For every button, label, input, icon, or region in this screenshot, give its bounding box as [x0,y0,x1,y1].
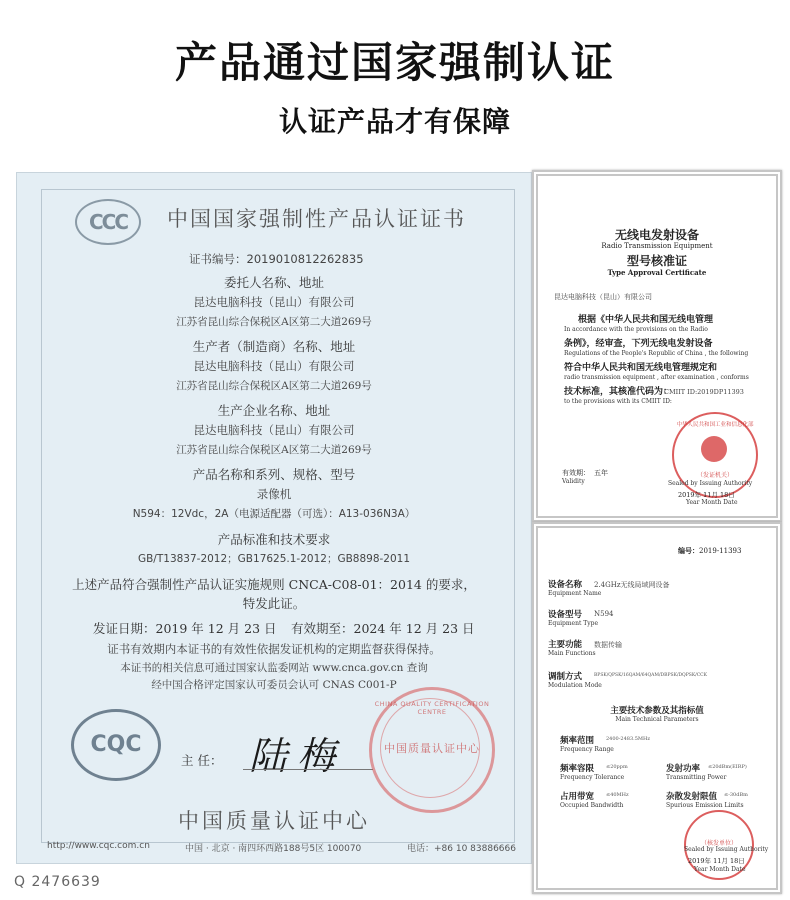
client-address: 江苏省昆山综合保税区A区第二大道269号 [176,316,372,328]
ep-name-en: Equipment Name [548,590,602,597]
ep-name-value: 2.4GHz无线局域网设备 [594,581,670,589]
product-spec: N594：12Vdc，2A（电源适配器（可选）：A13-036N3A） [132,508,416,520]
client-name: 昆达电脑科技（昆山）有限公司 [193,295,355,309]
ta-para-cn-1: 根据《中华人民共和国无线电管理 [578,315,714,325]
ep-modulation-en: Modulation Mode [548,682,602,689]
client-heading: 委托人名称、地址 [223,275,324,290]
ep-type-en: Equipment Type [548,620,599,627]
standards-heading: 产品标准和技术要求 [217,532,331,547]
ep-modulation-label: 调制方式 [548,672,583,682]
ta-para-cn-4: 技术标准，其核准代码为： [564,387,673,397]
factory-address: 江苏省昆山综合保税区A区第二大道269号 [176,444,372,456]
issuing-center-name: 中国质量认证中心 [178,809,370,833]
conformity-line-1: 上述产品符合强制性产品认证实施规则 CNCA-C08-01：2014 的要求， [72,577,476,592]
director-signature: 陆梅 [249,734,346,778]
ep-freq-range-value: 2400-2483.5MHz [606,736,651,742]
ta-para-en-2: Regulations of the People's Republic of China , the following [564,350,749,357]
ta-para-en-1: In accordance with the provisions on the Radio [564,326,708,333]
certificate-title: 中国国家强制性产品认证证书 [167,207,466,231]
ep-functions-en: Main Functions [548,650,596,657]
certificate-number: 证书编号：2019010812262835 [189,252,364,266]
ccc-logo: CCC [75,199,141,245]
government-seal-stamp: 中华人民共和国工业和信息化部 （发证机关） [672,412,758,498]
national-emblem-icon [701,436,727,462]
cqc-seal-stamp: CHINA QUALITY CERTIFICATION CENTRE 中国质量认证中心 [369,687,495,813]
ta-company: 昆达电脑科技（昆山）有限公司 [554,293,652,301]
ep-params-heading-en: Main Technical Parameters [615,716,699,723]
conformity-line-2: 特发此证。 [242,596,306,611]
ta-title-en: Radio Transmission Equipment [601,242,713,250]
ep-freq-tol-value: ≤20ppm [606,764,628,770]
ta-sealed-by: Sealed by Issuing Authority [668,480,753,487]
factory-heading: 生产企业名称、地址 [217,403,331,418]
ep-date-en: Year Month Date [694,866,746,873]
cqc-website: http://www.cqc.com.cn [47,841,150,851]
cqc-phone: 电话：+86 10 83886666 [407,844,516,854]
issue-date: 发证日期：2019 年 12 月 23 日 [93,621,277,636]
ep-bandwidth-en: Occupied Bandwidth [560,802,624,809]
ta-para-en-3: radio transmission equipment , after examination , conforms [564,374,749,381]
director-label: 主 任： [181,753,223,768]
ep-spurious-label: 杂散发射限值 [666,792,718,802]
ta-subtitle-cn: 型号核准证 [626,254,687,268]
ep-spurious-value: ≤-30dBm [724,792,748,798]
ta-date-en: Year Month Date [686,499,738,506]
signature-line [243,769,373,770]
serial-number: Q 2476639 [14,874,101,890]
ep-freq-range-label: 频率范围 [560,736,595,746]
expiry-date: 有效期至：2024 年 12 月 23 日 [291,621,475,636]
validity-note: 证书有效期内本证书的有效性依据发证机构的定期监督获得保持。 [107,642,441,656]
ta-date: 2019年 11月 18日 [678,491,735,499]
ta-validity-label: 有效期： 五年 [562,469,608,477]
ep-number: 编号：2019-11393 [678,546,742,555]
ep-spurious-en: Spurious Emission Limits [666,802,744,809]
page-title: 产品通过国家强制认证 [174,38,615,87]
ep-freq-range-en: Frequency Range [560,746,614,753]
ccc-certificate [16,172,532,864]
ep-functions-label: 主要功能 [548,640,583,650]
ta-title-cn: 无线电发射设备 [614,228,699,242]
ta-para-cn-3: 符合中华人民共和国无线电管理规定和 [564,363,718,373]
factory-name: 昆达电脑科技（昆山）有限公司 [193,423,355,437]
cqc-address: 中国 · 北京 · 南四环西路188号5区 100070 [185,844,362,854]
ep-sealed-by: Sealed by Issuing Authority [684,846,769,853]
ep-functions-value: 数据传输 [594,641,622,649]
ta-subtitle-en: Type Approval Certificate [607,268,707,277]
ep-name-label: 设备名称 [548,580,583,590]
ep-type-label: 设备型号 [548,610,583,620]
ep-modulation-value: BPSK/QPSK/16QAM/64QAM/DBPSK/DQPSK/CCK [594,673,707,678]
ep-type-value: N594 [594,610,614,618]
issuing-unit-seal-stamp: （核发单位） [684,810,754,880]
page-subtitle: 认证产品才有保障 [278,105,511,138]
query-note: 本证书的相关信息可通过国家认监委网站 www.cnca.gov.cn 查询 [120,662,428,674]
producer-address: 江苏省昆山综合保税区A区第二大道269号 [176,380,372,392]
standards: GB/T13837-2012；GB17625.1-2012；GB8898-2011 [137,553,411,565]
ta-para-cn-2: 条例》，经审查，下列无线电发射设备 [564,339,713,349]
ta-cmiit-id: CMIIT ID:2019DP11393 [664,388,744,396]
ep-freq-tol-label: 频率容限 [560,764,595,774]
ep-tx-power-label: 发射功率 [666,764,701,774]
product-name: 录像机 [256,487,292,501]
product-heading: 产品名称和系列、规格、型号 [192,467,356,482]
type-approval-certificate [532,170,782,522]
ep-tx-power-en: Transmitting Power [666,774,727,781]
ep-bandwidth-label: 占用带宽 [560,792,595,802]
accreditation: 经中国合格评定国家认可委员会认可 CNAS C001-P [151,679,397,691]
producer-heading: 生产者（制造商）名称、地址 [192,339,356,354]
equipment-parameters-page [532,522,782,894]
ep-bandwidth-value: ≤40MHz [606,792,629,798]
ep-params-heading: 主要技术参数及其指标值 [610,706,704,716]
ta-validity-en: Validity [562,478,585,485]
cqc-logo: CQC [71,709,161,781]
ta-para-en-4: to the provisions with its CMIIT ID: [564,398,672,405]
producer-name: 昆达电脑科技（昆山）有限公司 [193,359,355,373]
ep-tx-power-value: ≤20dBm(EIRP) [708,764,747,770]
ep-freq-tol-en: Frequency Tolerance [560,774,625,781]
ep-date: 2019年 11月 18日 [688,857,745,865]
